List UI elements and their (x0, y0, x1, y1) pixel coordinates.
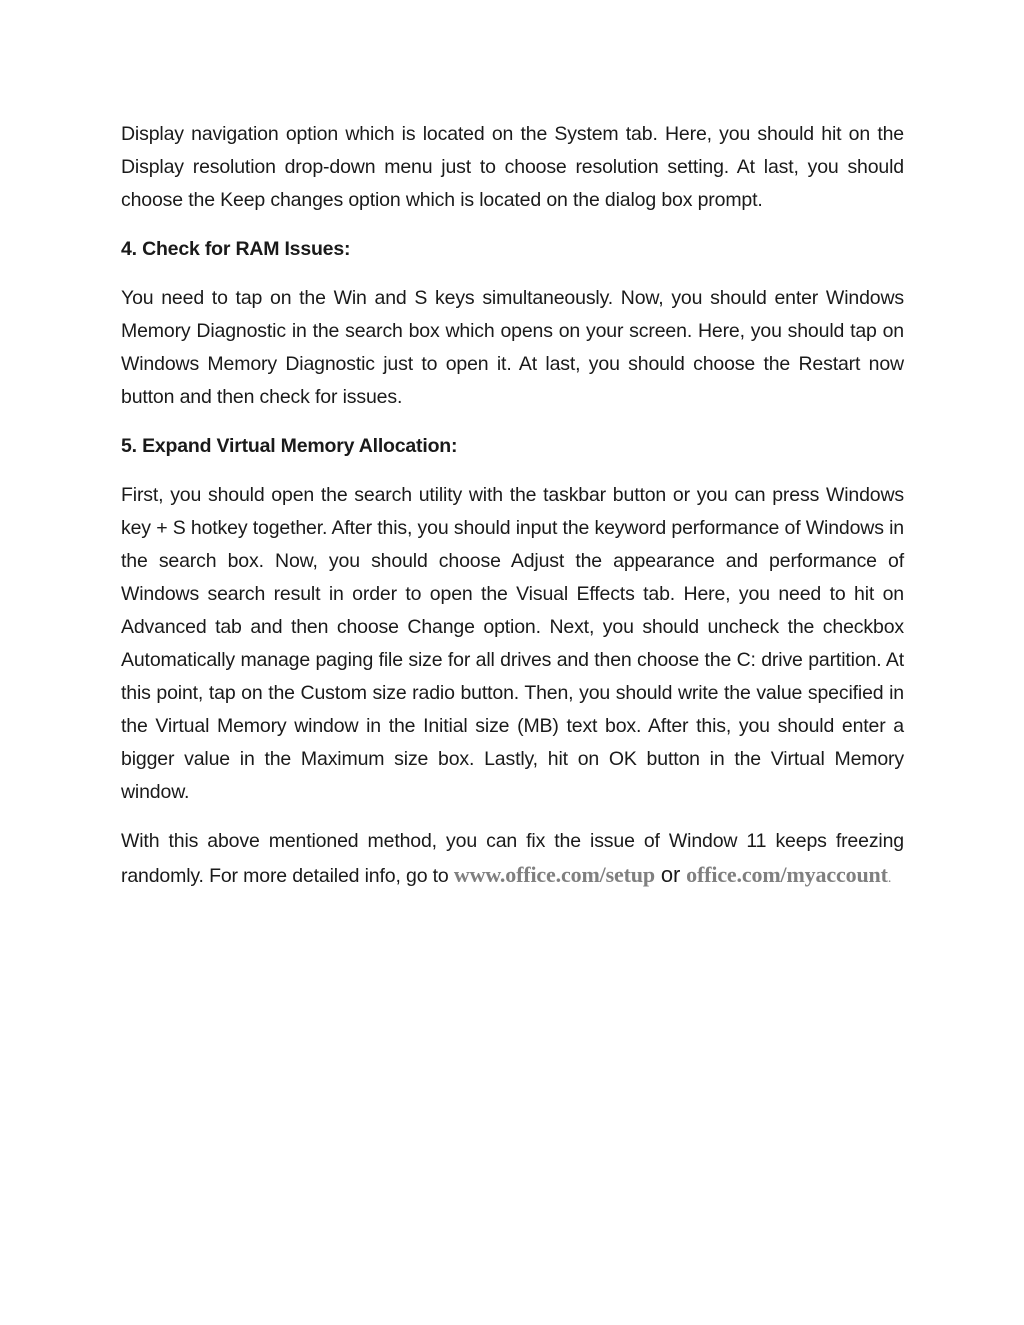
paragraph-ram-diagnostic: You need to tap on the Win and S keys simultaneously. Now, you should enter Windows Memory Diagnostic in the search box which opens on your screen. Here, you should tap on Windows Memory Diagnostic just to open it. At last, you should choose the Restart now button and then check for issues. (121, 287, 904, 408)
paragraph-display-settings: Display navigation option which is located on the System tab. Here, you should hit on the Display resolution drop-down menu just to choose resolution setting. At last, you should choose the Keep changes option which is located on the dialog box prompt. (121, 123, 904, 211)
or-text: or (654, 862, 687, 887)
conclusion-text: With this above mentioned method, you can fix the issue of Window 11 keeps freezing randomly. For more detailed info, go to (121, 830, 904, 887)
heading-check-ram: 4. Check for RAM Issues: (121, 238, 351, 260)
end-period: . (887, 871, 892, 886)
link-office-myaccount[interactable]: office.com/myaccount (686, 862, 888, 887)
link-office-setup[interactable]: www.office.com/setup (453, 862, 655, 887)
document-page (121, 118, 904, 911)
paragraph-conclusion (121, 825, 904, 895)
heading-virtual-memory: 5. Expand Virtual Memory Allocation: (121, 435, 458, 457)
paragraph-virtual-memory: First, you should open the search utility with the taskbar button or you can press Windows key + S hotkey together. After this, you should input the keyword performance of Windows in the search box. Now, you should choose Adjust the appearance and performance of Windows search result in order to open the Visual Effects tab. Here, you need to hit on Advanced tab and then choose Change option. Next, you should uncheck the checkbox Automatically manage paging file size for all drives and then choose the C: drive partition. At this point, tap on the Custom size radio button. Then, you should write the value specified in the Virtual Memory window in the Initial size (MB) text box. After this, you should enter a bigger value in the Maximum size box. Lastly, hit on OK button in the Virtual Memory window. (121, 484, 904, 803)
